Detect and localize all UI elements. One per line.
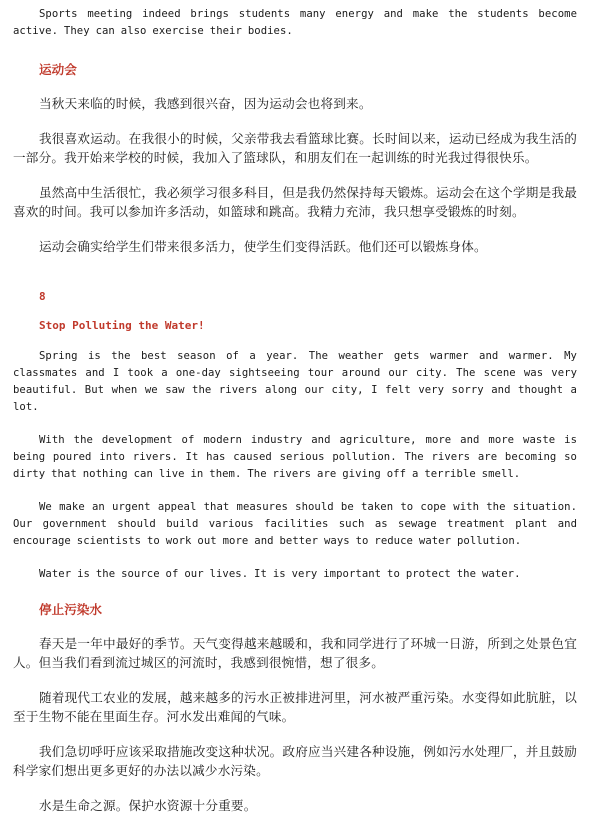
paragraph-water-en-4: Water is the source of our lives. It is very important to protect the water.: [39, 568, 521, 580]
paragraph-water-zh-4: 水是生命之源。保护水资源十分重要。: [39, 798, 257, 813]
paragraph-sports-en-4: Sports meeting indeed brings students many energy and make the students become active. They can also exercise their bodies.: [13, 8, 577, 37]
paragraph-sports-zh-1: 当秋天来临的时候，我感到很兴奋，因为运动会也将到来。: [39, 96, 372, 111]
paragraph-sports-zh-3: 虽然高中生活很忙，我必须学习很多科目，但是我仍然保持每天锻炼。运动会在这个学期是我最喜欢的时间。我可以参加许多活动，如篮球和跳高。我精力充沛，我只想享受锻炼的时刻。: [13, 185, 577, 219]
paragraph-water-en-3: We make an urgent appeal that measures should be taken to cope with the situation. Our government should build various facilities such as sewage treatment plant and encourage scientists to work out more and better ways to reduce water pollution.: [13, 501, 577, 547]
paragraph-water-zh-3: 我们急切呼吁应该采取措施改变这种状况。政府应当兴建各种设施，例如污水处理厂，并且鼓励科学家们想出更多更好的办法以减少水污染。: [13, 744, 577, 778]
paragraph-water-zh-2: 随着现代工农业的发展，越来越多的污水正被排进河里，河水被严重污染。水变得如此肮脏，以至于生物不能在里面生存。河水发出难闻的气味。: [13, 690, 577, 724]
paragraph-sports-zh-2: 我很喜欢运动。在我很小的时候，父亲带我去看篮球比赛。长时间以来，运动已经成为我生活的一部分。我开始来学校的时候，我加入了篮球队，和朋友们在一起训练的时光我过得很快乐。: [13, 131, 577, 165]
paragraph-sports-zh-4: 运动会确实给学生们带来很多活力，使学生们变得活跃。他们还可以锻炼身体。: [39, 239, 487, 254]
paragraph-water-en-1: Spring is the best season of a year. The weather gets warmer and warmer. My classmates and I took a one-day sightseeing tour around our city. The scene was very beautiful. But when we saw the rivers along our city, I felt very sorry and thought a lot.: [13, 350, 577, 413]
paragraph-water-zh-1: 春天是一年中最好的季节。天气变得越来越暖和，我和同学进行了环城一日游，所到之处景色宜人。但当我们看到流过城区的河流时，我感到很惋惜，想了很多。: [13, 636, 577, 670]
heading-water-en: Stop Polluting the Water!: [39, 319, 205, 332]
heading-water-zh: 停止污染水: [39, 602, 102, 617]
section-number: 8: [39, 290, 46, 303]
heading-sports-zh: 运动会: [39, 62, 77, 77]
paragraph-water-en-2: With the development of modern industry and agriculture, more and more waste is being poured into rivers. It has caused serious pollution. The rivers are becoming so dirty that nothing can live in them. The rivers are giving off a terrible smell.: [13, 434, 577, 480]
